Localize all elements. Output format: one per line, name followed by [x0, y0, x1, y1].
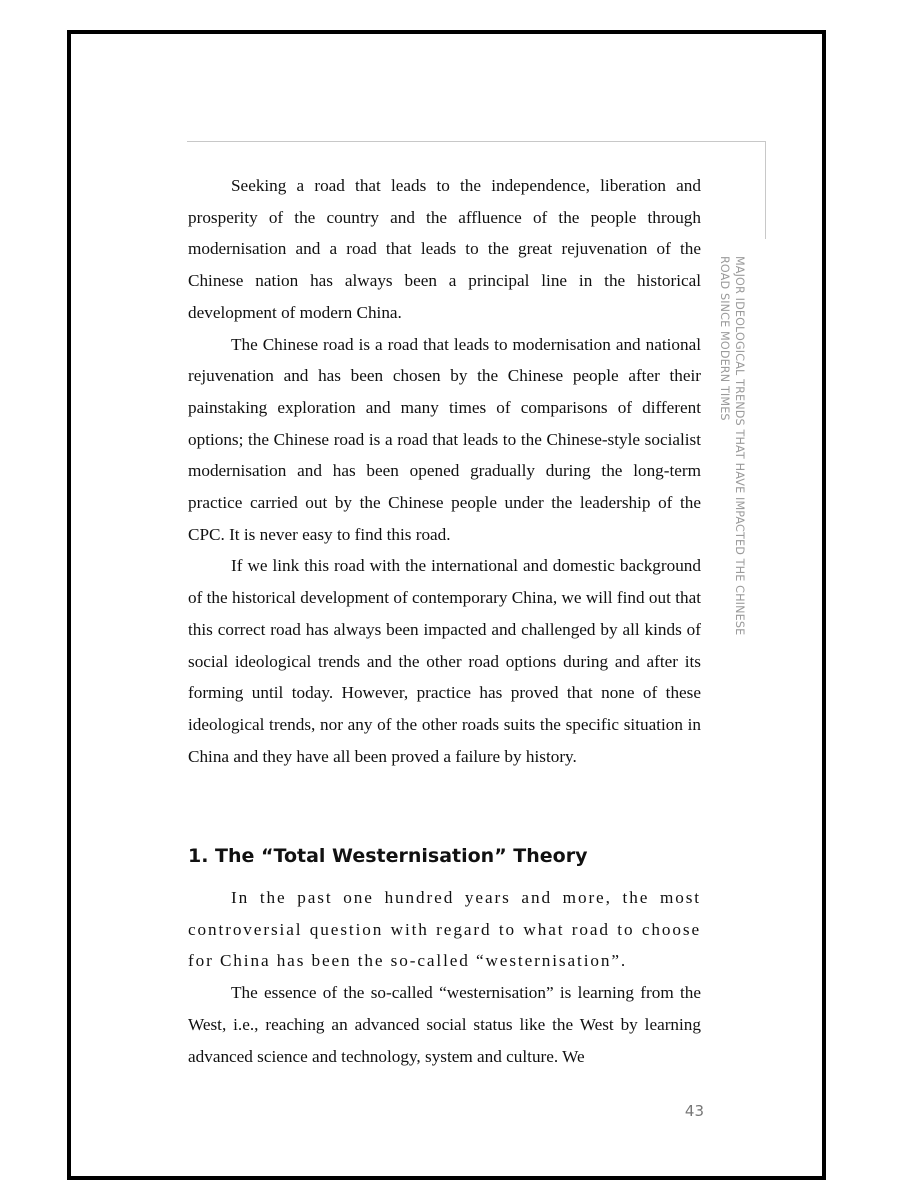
page-number: 43 [684, 1102, 704, 1120]
header-rule [187, 141, 765, 142]
section-text [188, 882, 701, 1072]
running-head-line-1: MAJOR IDEOLOGICAL TRENDS THAT HAVE IMPACTED THE CHINESE [733, 256, 746, 636]
header-rule-drop [765, 141, 766, 239]
intro-paragraph-1: Seeking a road that leads to the independence, liberation and prosperity of the country and the affluence of the people through modernisation and a road that leads to the great rejuvenation of the Chinese nation has always been a principal line in the historical development of modern China. [188, 176, 701, 322]
running-head [717, 256, 747, 676]
intro-text [188, 170, 701, 772]
intro-paragraph-3: If we link this road with the international and domestic background of the historical development of contemporary China, we will find out that this correct road has always been impacted and challenged by all kinds of social ideological trends and the other road options during and after its forming until today. However, practice has proved that none of these ideological trends, nor any of the other roads suits the specific situation in China and they have all been proved a failure by history. [188, 556, 701, 766]
section-paragraph-1: In the past one hundred years and more, the most controversial question with regard to what road to choose for China has been the so-called “westernisation”. [188, 888, 701, 971]
section-paragraph-2: The essence of the so-called “westernisation” is learning from the West, i.e., reaching an advanced social status like the West by learning advanced science and technology, system and culture. We [188, 983, 701, 1066]
intro-paragraph-2: The Chinese road is a road that leads to modernisation and national rejuvenation and has been chosen by the Chinese people after their painstaking exploration and many times of comparisons of different options; the Chinese road is a road that leads to the Chinese-style socialist modernisation and has been opened gradually during the long-term practice carried out by the Chinese people under the leadership of the CPC. It is never easy to find this road. [188, 334, 701, 544]
running-head-line-2: ROAD SINCE MODERN TIMES [718, 256, 731, 421]
section-heading: 1. The “Total Westernisation” Theory [188, 845, 588, 867]
